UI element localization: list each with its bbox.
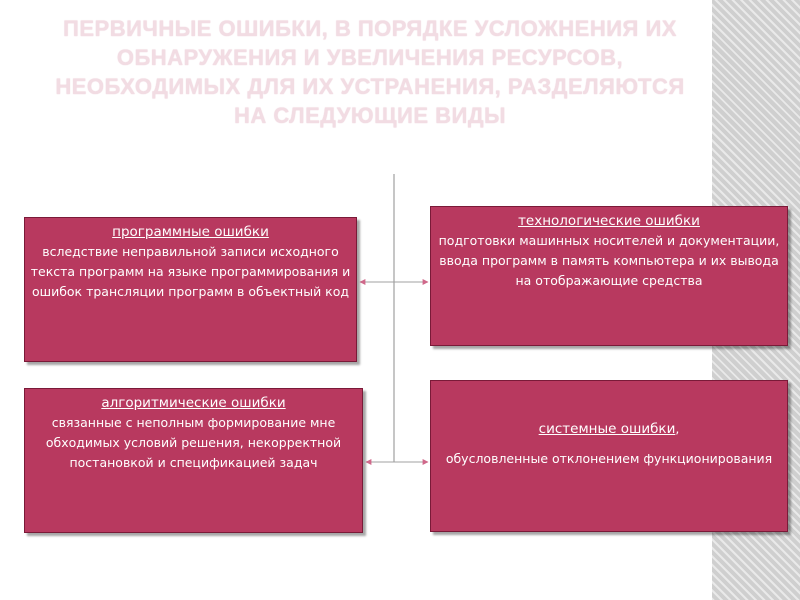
box-algoritmicheskie-oshibki xyxy=(24,388,363,533)
box-heading: программные ошибки xyxy=(112,224,269,240)
box-tekhnologicheskie-oshibki xyxy=(430,206,788,346)
box-programmnye-oshibki xyxy=(24,217,357,362)
slide-title: ПЕРВИЧНЫЕ ОШИБКИ, В ПОРЯДКЕ УСЛОЖНЕНИЯ ИХ ОБНАРУЖЕНИЯ И УВЕЛИЧЕНИЯ РЕСУРСОВ, НЕОБХОДИМЫХ ДЛЯ ИХ УСТРАНЕНИЯ, РАЗДЕЛЯЮТСЯ НА СЛЕДУЮЩИЕ ВИДЫ xyxy=(55,16,685,128)
box-heading-comma: , xyxy=(675,421,680,436)
box-heading: алгоритмические ошибки xyxy=(101,395,286,411)
box-description: вследствие неправильной записи исходного текста программ на языке программирования и ошибок трансляции программ в объектный код xyxy=(30,244,351,299)
box-heading: технологические ошибки xyxy=(518,213,700,229)
box-sistemnye-oshibki xyxy=(430,380,788,532)
box-description: подготовки машинных носителей и документации, ввода программ в память компьютера и их вывода на отображающие средства xyxy=(438,233,780,288)
box-description: обусловленные отклонением функционирования xyxy=(445,451,773,466)
box-description: связанные с неполным формирование мне обходимых условий решения, некорректной постановкой и спецификацией задач xyxy=(45,415,342,470)
box-heading: системные ошибки xyxy=(538,421,676,437)
